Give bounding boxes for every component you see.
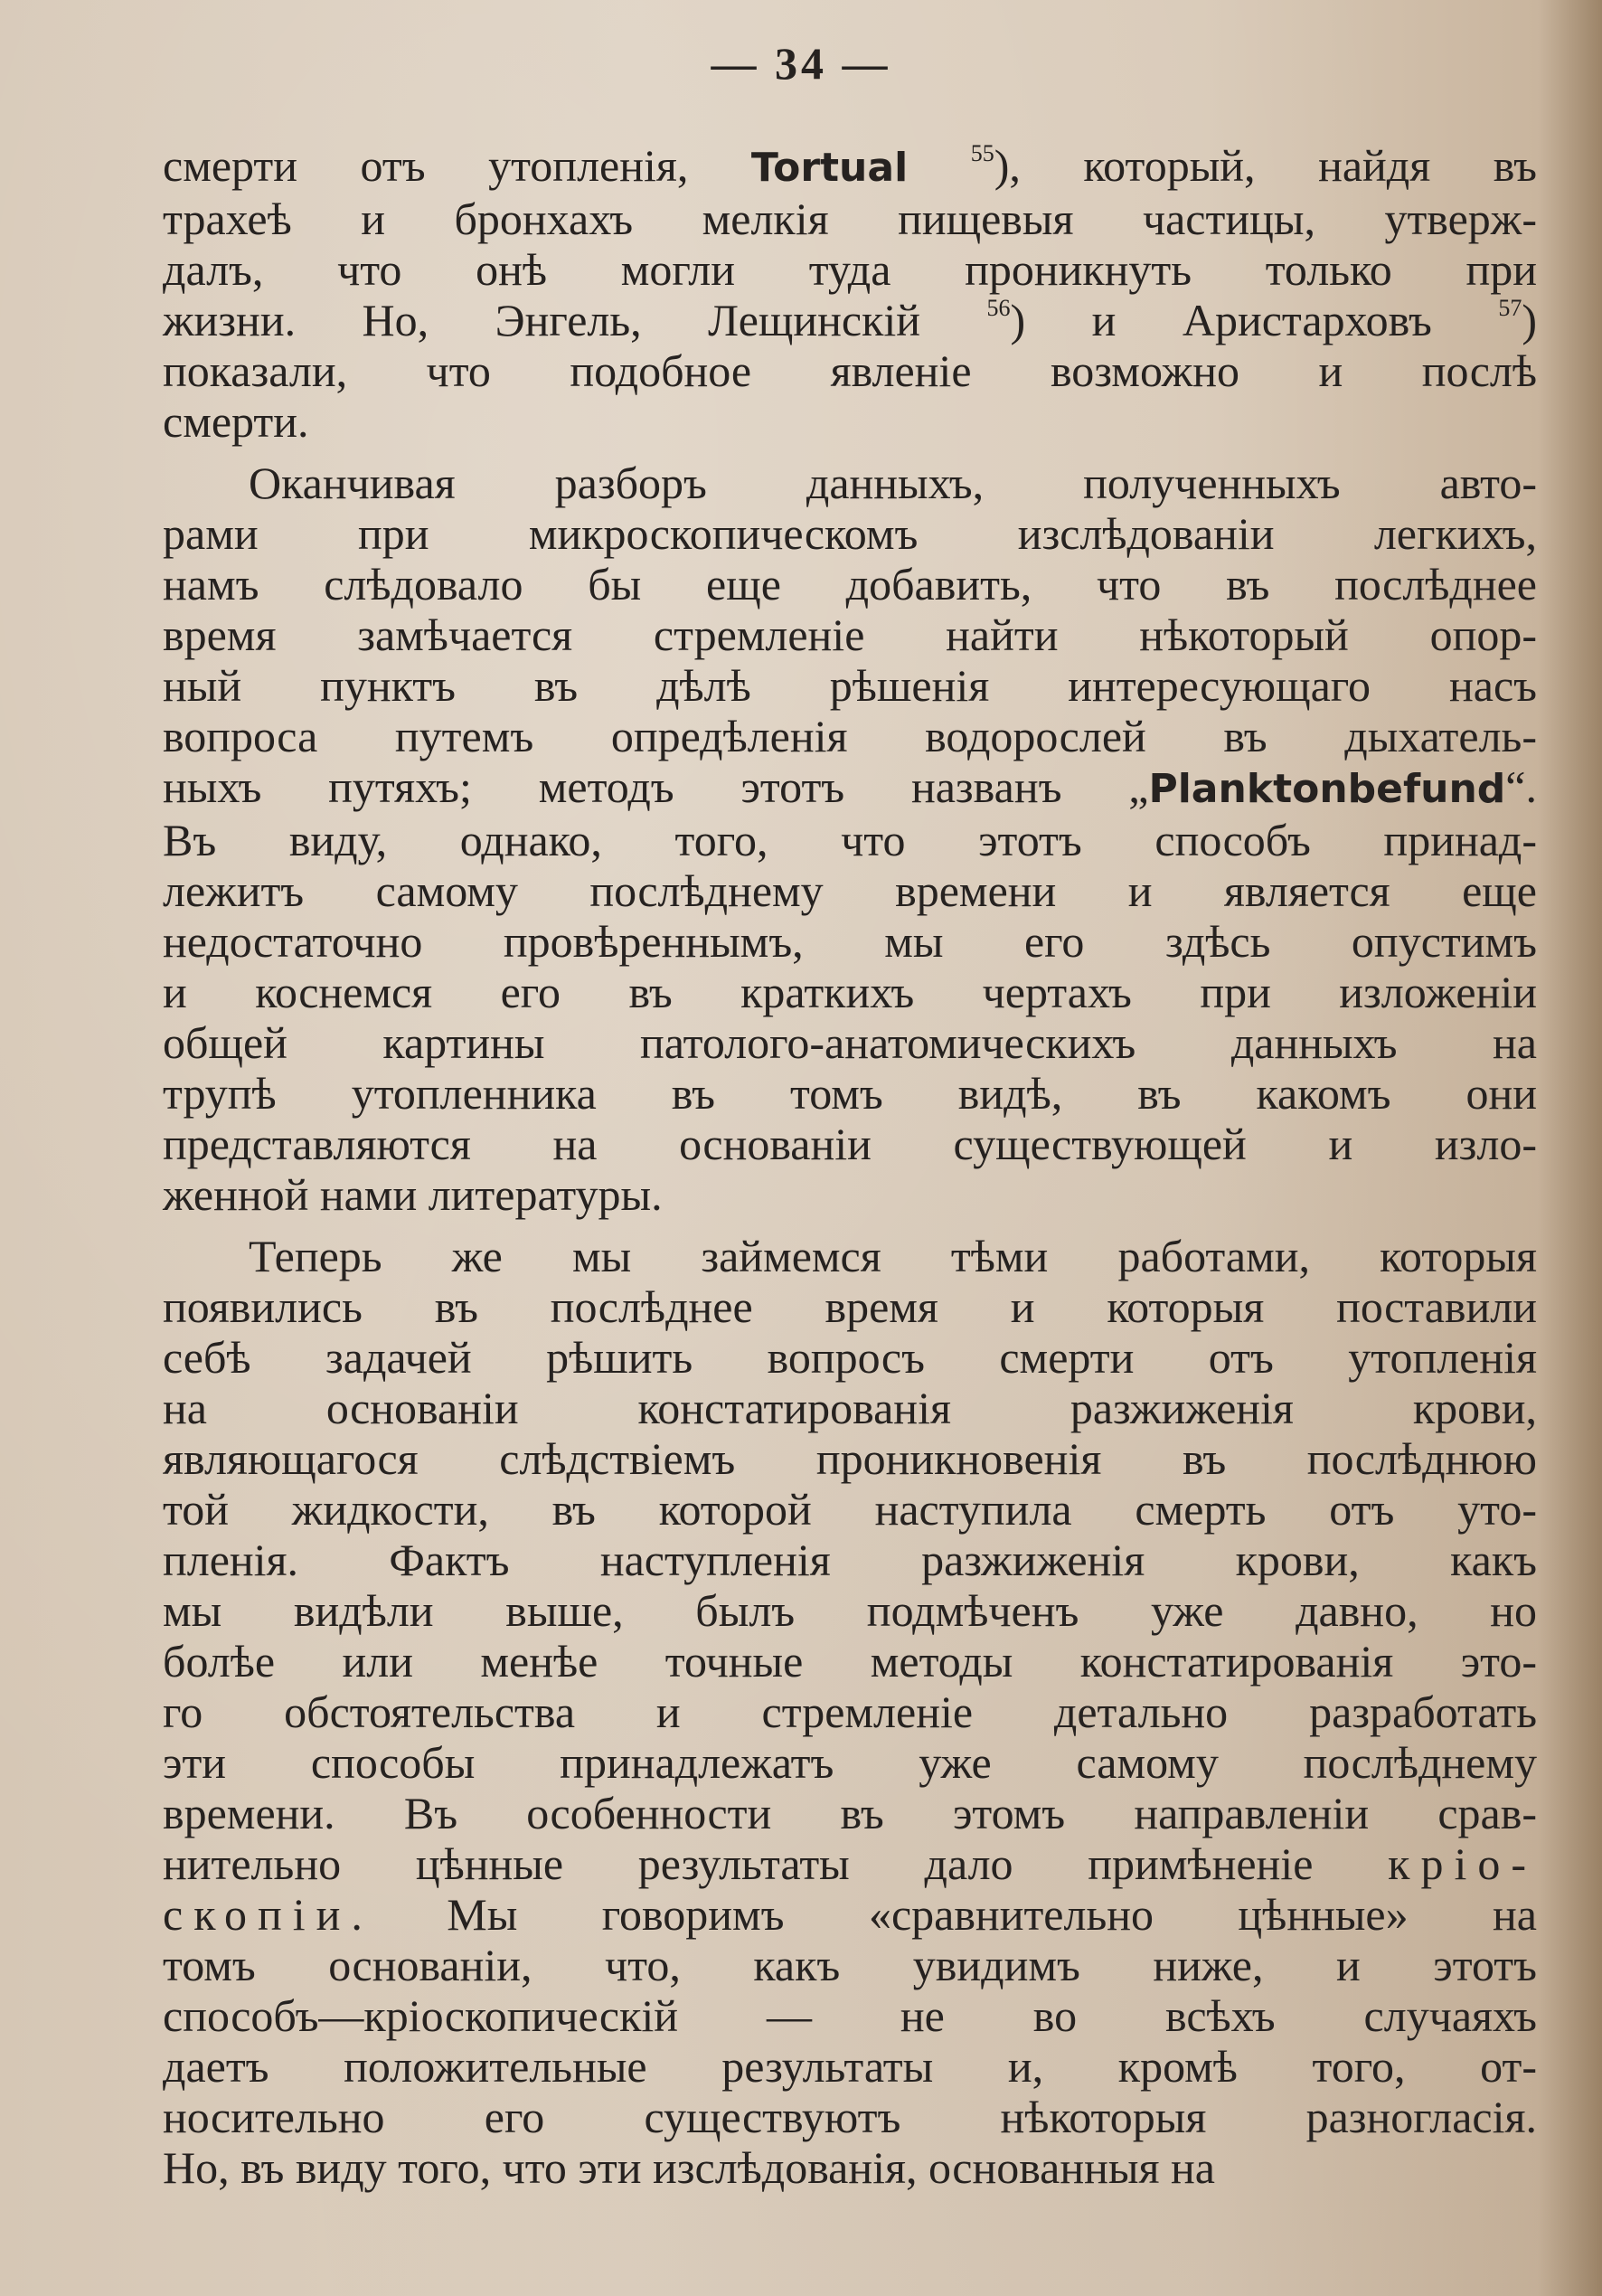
paragraph-spacer [163, 1220, 1537, 1231]
text-run: носительно его существуютъ нѣкоторыя разногласія. [163, 2092, 1537, 2142]
text-run: лежитъ самому послѣднему времени и является еще [163, 865, 1537, 916]
text-run: рами при микроскопическомъ изслѣдованіи легкихъ, [163, 508, 1537, 559]
text-run: ныхъ путяхъ; методъ этотъ названъ „ [163, 761, 1149, 812]
paragraph [163, 458, 1537, 1220]
text-line [163, 1484, 1537, 1535]
text-run: времени. Въ особенности въ этомъ направленіи срав- [163, 1788, 1537, 1838]
text-line [163, 1687, 1537, 1737]
text-line [163, 916, 1537, 967]
text-run: способъ—кріоскопическій — не во всѣхъ случаяхъ [163, 1990, 1537, 2041]
body-text [163, 140, 1537, 2193]
text-line [163, 1332, 1537, 1383]
paragraph [163, 140, 1537, 447]
text-run: недостаточно провѣреннымъ, мы его здѣсь опустимъ [163, 916, 1537, 967]
spaced-term: кріо- [1388, 1838, 1537, 1889]
text-run: намъ слѣдовало бы еще добавить, что въ послѣднее [163, 559, 1537, 609]
text-run: смерти. [163, 396, 309, 447]
text-run: время замѣчается стремленіе найти нѣкоторый опор- [163, 609, 1537, 660]
text-run: далъ, что онѣ могли туда проникнуть только при [163, 244, 1537, 295]
text-line [163, 2041, 1537, 2092]
text-run: женной нами литературы. [163, 1169, 663, 1220]
text-run: вопроса путемъ опредѣленія водорослей въ дыхатель- [163, 711, 1537, 761]
foreign-term: Tortual [750, 145, 909, 191]
paragraph-spacer [163, 447, 1537, 458]
text-run: мы видѣли выше, былъ подмѣченъ уже давно, но [163, 1585, 1537, 1636]
text-run: представляются на основаніи существующей и изло- [163, 1119, 1537, 1169]
footnote-ref: 56 [986, 295, 1011, 321]
text-run: ) и Аристарховъ [1010, 295, 1499, 345]
text-run: ), который, найдя въ [994, 140, 1538, 191]
text-line [163, 1940, 1537, 1990]
footnote-ref: 57 [1498, 295, 1522, 321]
text-run: общей картины патолого-анатомическихъ данныхъ на [163, 1017, 1537, 1068]
text-run: болѣе или менѣе точные методы констатированія это- [163, 1636, 1537, 1687]
text-line [163, 1889, 1537, 1940]
text-line [163, 1383, 1537, 1433]
text-line [163, 815, 1537, 865]
foreign-term: Planktonbefund [1148, 766, 1506, 812]
text-line [163, 559, 1537, 609]
text-run: являющагося слѣдствіемъ проникновенія въ послѣднюю [163, 1433, 1537, 1484]
text-line [163, 1231, 1537, 1281]
paragraph [163, 1231, 1537, 2193]
text-line [163, 2142, 1537, 2193]
text-run [908, 140, 971, 191]
text-run: эти способы принадлежатъ уже самому послѣднему [163, 1737, 1537, 1788]
text-run: ный пунктъ въ дѣлѣ рѣшенія интересующаго насъ [163, 660, 1537, 711]
text-line [163, 761, 1537, 815]
text-line [163, 1169, 1537, 1220]
text-line [163, 1119, 1537, 1169]
text-line [163, 1990, 1537, 2041]
text-line [163, 711, 1537, 761]
text-run: появились въ послѣднее время и которыя поставили [163, 1281, 1537, 1332]
spaced-term: скопіи [163, 1889, 352, 1940]
text-run: Въ виду, однако, того, что этотъ способъ принад- [163, 815, 1537, 865]
text-run: го обстоятельства и стремленіе детально разработать [163, 1687, 1537, 1737]
text-run: нительно цѣнные результаты дало примѣненіе [163, 1838, 1389, 1889]
text-line [163, 1535, 1537, 1585]
text-run: даетъ положительные результаты и, кромѣ того, от- [163, 2041, 1537, 2092]
text-run: показали, что подобное явленіе возможно и послѣ [163, 345, 1537, 396]
text-run: ) [1522, 295, 1537, 345]
text-line [163, 2092, 1537, 2142]
text-line [163, 1737, 1537, 1788]
text-line [163, 967, 1537, 1017]
text-run: пленія. Фактъ наступленія разжиженія крови, какъ [163, 1535, 1537, 1585]
text-run: Оканчивая разборъ данныхъ, полученныхъ авто- [249, 458, 1537, 508]
text-run: себѣ задачей рѣшить вопросъ смерти отъ утопленія [163, 1332, 1537, 1383]
page-number: — 34 — [711, 38, 891, 89]
text-line [163, 1281, 1537, 1332]
text-line [163, 609, 1537, 660]
footnote-ref: 55 [970, 140, 994, 166]
text-line [163, 458, 1537, 508]
text-line [163, 1636, 1537, 1687]
text-run: и коснемся его въ краткихъ чертахъ при изложеніи [163, 967, 1537, 1017]
text-line [163, 508, 1537, 559]
text-line [163, 1838, 1537, 1889]
text-run: трупѣ утопленника въ томъ видѣ, въ какомъ они [163, 1068, 1537, 1119]
text-run: той жидкости, въ которой наступила смерть отъ уто- [163, 1484, 1537, 1535]
text-line [163, 865, 1537, 916]
text-line [163, 140, 1537, 194]
text-line [163, 660, 1537, 711]
text-line [163, 1585, 1537, 1636]
text-line [163, 1433, 1537, 1484]
text-line [163, 295, 1537, 345]
text-run: на основаніи констатированія разжиженія крови, [163, 1383, 1537, 1433]
text-line [163, 1788, 1537, 1838]
text-run: смерти отъ утопленія, [163, 140, 751, 191]
text-line [163, 1068, 1537, 1119]
text-run: Теперь же мы займемся тѣми работами, которыя [249, 1231, 1537, 1281]
text-line [163, 244, 1537, 295]
text-line [163, 1017, 1537, 1068]
text-line [163, 396, 1537, 447]
text-run: трахеѣ и бронхахъ мелкія пищевыя частицы, утверж- [163, 194, 1537, 244]
text-line [163, 345, 1537, 396]
text-run: жизни. Но, Энгель, Лещинскій [163, 295, 987, 345]
text-run: томъ основаніи, что, какъ увидимъ ниже, и этотъ [163, 1940, 1537, 1990]
text-run: “. [1505, 761, 1537, 812]
text-run: . Мы говоримъ «сравнительно цѣнные» на [351, 1889, 1537, 1940]
text-line [163, 194, 1537, 244]
text-run: Но, въ виду того, что эти изслѣдованія, основанныя на [163, 2142, 1215, 2193]
